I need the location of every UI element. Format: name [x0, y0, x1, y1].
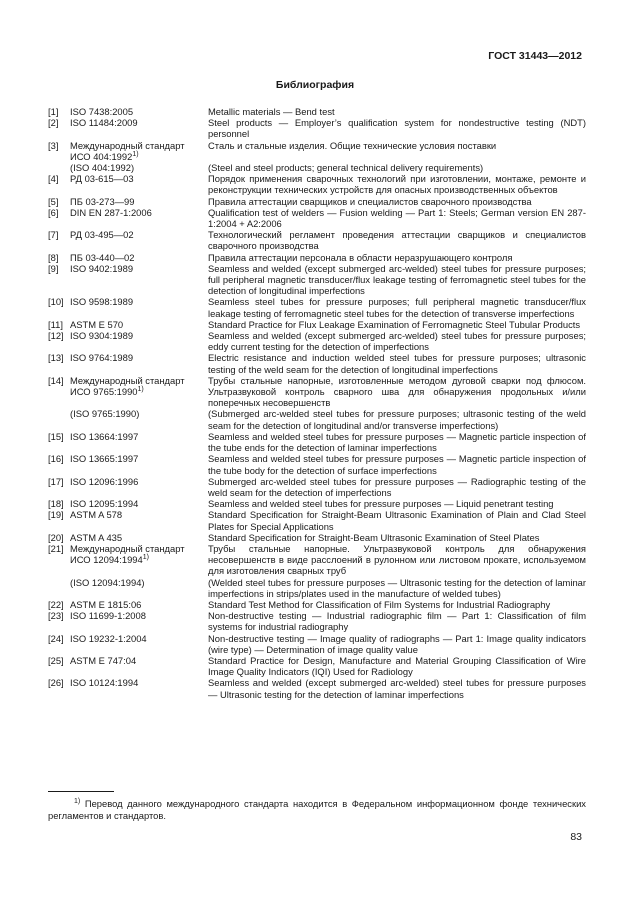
entry-source-text: ISO 9402:1989 — [70, 262, 134, 274]
entry-title: Технологический регламент проведения аттестации сварщиков и специалистов сварочного производства — [208, 229, 586, 252]
entry-title: Seamless steel tubes for pressure purposes; full peripheral magnetic transducer/flux leakage testing of ferromagnetic steel tubes for the detection of transverse imperfections — [208, 296, 586, 319]
entry-source-text: ISO 9598:1989 — [70, 296, 134, 308]
entry-source — [70, 319, 208, 330]
entry-source — [70, 655, 208, 677]
entry-number: [19] — [48, 509, 64, 521]
entry-source-text: ПБ 03-440—02 — [70, 251, 135, 263]
entry-source — [70, 509, 208, 531]
entry-number: [2] — [48, 117, 59, 129]
page-number: 83 — [570, 831, 582, 843]
entry-title: Non-destructive testing — Industrial radiographic film — Part 1: Classification of film systems for industrial radiography — [208, 610, 586, 633]
entry-number: [9] — [48, 262, 59, 274]
entry-number: [23] — [48, 610, 64, 622]
bibliography-entry — [48, 252, 586, 263]
entry-title: Правила аттестации персонала в области неразрушающего контроля — [208, 251, 513, 263]
entry-title: (Welded steel tubes for pressure purposes — Ultrasonic testing for the detection of laminar imperfections in strips/plates used in the manufacture of welded tubes) — [208, 576, 586, 599]
entry-source-text: ISO 11699-1:2008 — [70, 610, 146, 622]
entry-source-text: ASTM E 1815:06 — [70, 598, 142, 610]
entry-title: Seamless and welded steel tubes for pressure purposes — Magnetic particle inspection of the tube ends for the detection of laminar imperfections — [208, 430, 586, 454]
entry-title: Трубы стальные напорные. Ультразвуковой контроль для обнаружения несовершенств в виде расслоений в рулонном или листовом прокате, используемом для изготовления сварных труб — [208, 542, 586, 577]
entry-source-text: ISO 9764:1989 — [70, 352, 134, 364]
bibliography-entry — [48, 263, 586, 297]
entry-number: [14] — [48, 374, 64, 386]
entry-title: Standard Practice for Design, Manufacture and Material Grouping Classification of Wire Image Quality Indicators (IQI) Used for Radiology — [208, 654, 586, 678]
entry-source — [70, 330, 208, 352]
entry-source-text: (ISO 404:1992) — [70, 162, 135, 174]
entry-source-text: Международный стандарт ИСО 9765:1990 — [70, 374, 185, 398]
entry-title: Non-destructive testing — Image quality of radiographs — Part 1: Image quality indicators (wire type) — Determination of image quality value — [208, 632, 586, 655]
entry-source-text: ASTM E 570 — [70, 318, 124, 330]
entry-number — [48, 162, 70, 173]
entry-source — [70, 173, 208, 195]
entry-source — [70, 577, 208, 599]
footnote-ref: 1) — [132, 150, 139, 158]
entry-source — [70, 252, 208, 263]
entry-title: Трубы стальные напорные, изготовленные методом дуговой сварки под флюсом. Ультразвуковой контроль сварного шва для обнаружения продольных и/или поперечных несовершенств — [208, 374, 586, 409]
entry-number: [8] — [48, 251, 59, 263]
entry-number: [20] — [48, 531, 64, 543]
entry-number: [16] — [48, 453, 64, 465]
entry-title: Seamless and welded steel tubes for pressure purposes — Magnetic particle inspection of the tube body for the detection of surface imperfections — [208, 453, 586, 476]
entry-source — [70, 633, 208, 655]
entry-number: [18] — [48, 498, 64, 510]
entry-source-text: ISO 19232-1:2004 — [70, 632, 147, 644]
entry-source-text: ISO 11484:2009 — [70, 117, 138, 129]
bibliography-entry — [48, 330, 586, 352]
bibliography-entry — [48, 117, 586, 139]
bibliography-entry — [48, 476, 586, 498]
entry-title: Standard Practice for Flux Leakage Examination of Ferromagnetic Steel Tubular Products — [208, 318, 581, 330]
bibliography-entry — [48, 162, 586, 173]
bibliography-entry — [48, 453, 586, 475]
bibliography-entry — [48, 296, 586, 318]
entry-source-text: ISO 9304:1989 — [70, 330, 134, 342]
entry-number: [13] — [48, 352, 64, 364]
entry-title: Qualification test of welders — Fusion welding — Part 1: Steels; German version EN 287-1:2004 + A2:2006 — [208, 206, 586, 230]
entry-title: Seamless and welded (except submerged arc-welded) steel tubes for pressure purposes; full peripheral magnetic transducer/flux leakage testing of ferromagnetic steel tubes for the detection of longitudinal imperfections — [208, 262, 586, 297]
footnote — [48, 798, 586, 821]
entry-number: [24] — [48, 632, 64, 644]
entry-source — [70, 532, 208, 543]
entry-title: (Submerged arc-welded steel tubes for pressure purposes; ultrasonic testing of the weld seam for the detection of longitudinal and/or transverse imperfections) — [208, 408, 586, 431]
entry-source-text: (ISO 12094:1994) — [70, 576, 145, 588]
bibliography-entry — [48, 532, 586, 543]
entry-source-text: Международный стандарт ИСО 404:1992 — [70, 139, 185, 162]
entry-number: [7] — [48, 229, 59, 241]
entry-source — [70, 476, 208, 498]
entry-source — [70, 296, 208, 318]
entry-source-text: ISO 10124:1994 — [70, 677, 139, 689]
bibliography-entry — [48, 319, 586, 330]
bibliography-title: Библиография — [275, 79, 355, 91]
entry-source-text: (ISO 9765:1990) — [70, 408, 140, 420]
standard-id: ГОСТ 31443—2012 — [488, 50, 582, 62]
entry-source — [70, 196, 208, 207]
entry-source — [70, 498, 208, 509]
bibliography-entry — [48, 498, 586, 509]
entry-number: [22] — [48, 598, 64, 610]
entry-source-text: ASTM E 747:04 — [70, 654, 137, 666]
entry-source — [70, 453, 208, 475]
bibliography-entry — [48, 106, 586, 117]
bibliography-entry — [48, 509, 586, 531]
entry-source-text: ПБ 03-273—99 — [70, 195, 135, 207]
entry-source — [70, 431, 208, 453]
bibliography-entry — [48, 655, 586, 677]
entry-title: Submerged arc-welded steel tubes for pressure purposes — Radiographic testing of the weld seam for the detection of imperfections — [208, 475, 586, 498]
entry-source-text: РД 03-495—02 — [70, 229, 134, 241]
entry-number: [21] — [48, 542, 64, 554]
entry-number: [17] — [48, 475, 64, 487]
entry-number: [26] — [48, 677, 64, 689]
entry-source — [70, 543, 208, 577]
bibliography-entry — [48, 173, 586, 195]
entry-number: [11] — [48, 318, 63, 330]
entry-source — [70, 375, 208, 409]
footnote-divider — [48, 791, 114, 792]
entry-title: Порядок применения сварочных технологий при изготовлении, монтаже, ремонте и реконструкции технических устройств для опасных производственных объектов — [208, 173, 586, 196]
entry-number: [1] — [48, 106, 59, 117]
bibliography-entry — [48, 196, 586, 207]
entry-number: [6] — [48, 206, 59, 218]
entry-source — [70, 117, 208, 139]
entry-source — [70, 408, 208, 430]
entry-title: Electric resistance and induction welded steel tubes for pressure purposes; ultrasonic testing of the weld seam for the detection of longitudinal imperfections — [208, 352, 586, 375]
entry-number — [48, 577, 70, 599]
footnote-ref: 1) — [142, 554, 149, 561]
entry-title: Standard Specification for Straight-Beam Ultrasonic Examination of Steel Plates — [208, 531, 540, 543]
entry-source-text: ISO 7438:2005 — [70, 106, 134, 117]
entry-source — [70, 162, 208, 173]
entry-number: [4] — [48, 173, 59, 185]
entry-title: Standard Specification for Straight-Beam Ultrasonic Examination of Plain and Clad Steel Plates for Special Applications — [208, 509, 586, 532]
entry-source — [70, 599, 208, 610]
entry-source — [70, 229, 208, 251]
bibliography-entry — [48, 431, 586, 453]
entry-source — [70, 106, 208, 117]
entry-title: Standard Test Method for Classification of Film Systems for Industrial Radiography — [208, 598, 551, 610]
entry-number: [5] — [48, 195, 59, 207]
entry-source-text: ASTM A 578 — [70, 509, 123, 521]
entry-title: Seamless and welded (except submerged arc-welded) steel tubes for pressure purposes; eddy current testing for the detection of imperfections — [208, 330, 586, 353]
entry-title: Сталь и стальные изделия. Общие технические условия поставки — [208, 139, 497, 151]
entry-source — [70, 140, 208, 162]
entry-source-text: РД 03-615—03 — [70, 173, 134, 185]
entry-source — [70, 352, 208, 374]
bibliography-entry — [48, 677, 586, 699]
entry-source-text: Международный стандарт ИСО 12094:1994 — [70, 542, 185, 566]
entry-number: [3] — [48, 139, 59, 151]
entry-source — [70, 263, 208, 297]
entry-number: [10] — [48, 296, 64, 308]
entry-title: Metallic materials — Bend test — [208, 106, 335, 117]
entry-source-text: ASTM A 435 — [70, 531, 123, 543]
bibliography-entry — [48, 633, 586, 655]
bibliography-entry — [48, 140, 586, 162]
bibliography-list — [48, 106, 586, 700]
entry-source-text: ISO 12096:1996 — [70, 475, 139, 487]
entry-title: Steel products — Employer’s qualification system for nondestructive testing (NDT) personnel — [208, 117, 586, 140]
entry-number: [25] — [48, 654, 64, 666]
bibliography-entry — [48, 610, 586, 632]
entry-title: Seamless and welded (except submerged arc-welded) steel tubes for pressure purposes — Ultrasonic testing for the detection of laminar imperfections — [208, 677, 586, 700]
bibliography-entry — [48, 207, 586, 229]
bibliography-entry — [48, 543, 586, 577]
entry-source — [70, 610, 208, 632]
entry-source — [70, 207, 208, 229]
bibliography-entry — [48, 229, 586, 251]
entry-title: Seamless and welded steel tubes for pressure purposes — Liquid penetrant testing — [208, 498, 554, 510]
entry-title: Правила аттестации сварщиков и специалистов сварочного производства — [208, 195, 532, 207]
bibliography-entry — [48, 408, 586, 430]
entry-source-text: ISO 13665:1997 — [70, 453, 139, 465]
entry-number — [48, 408, 70, 430]
entry-source-text: ISO 12095:1994 — [70, 498, 139, 510]
entry-source-text: ISO 13664:1997 — [70, 430, 139, 442]
bibliography-entry — [48, 375, 586, 409]
entry-number: [12] — [48, 330, 64, 342]
bibliography-entry — [48, 352, 586, 374]
footnote-text: Перевод данного международного стандарта находится в Федеральном информационном фонде технических регламентов и стандартов. — [48, 798, 586, 821]
bibliography-entry — [48, 577, 586, 599]
entry-number: [15] — [48, 430, 64, 442]
footnote-ref: 1) — [137, 385, 144, 393]
entry-title: (Steel and steel products; general technical delivery requirements) — [208, 162, 484, 174]
bibliography-entry — [48, 599, 586, 610]
footnote-marker: 1) — [74, 797, 81, 805]
entry-source-text: DIN EN 287-1:2006 — [70, 206, 152, 218]
entry-source — [70, 677, 208, 699]
